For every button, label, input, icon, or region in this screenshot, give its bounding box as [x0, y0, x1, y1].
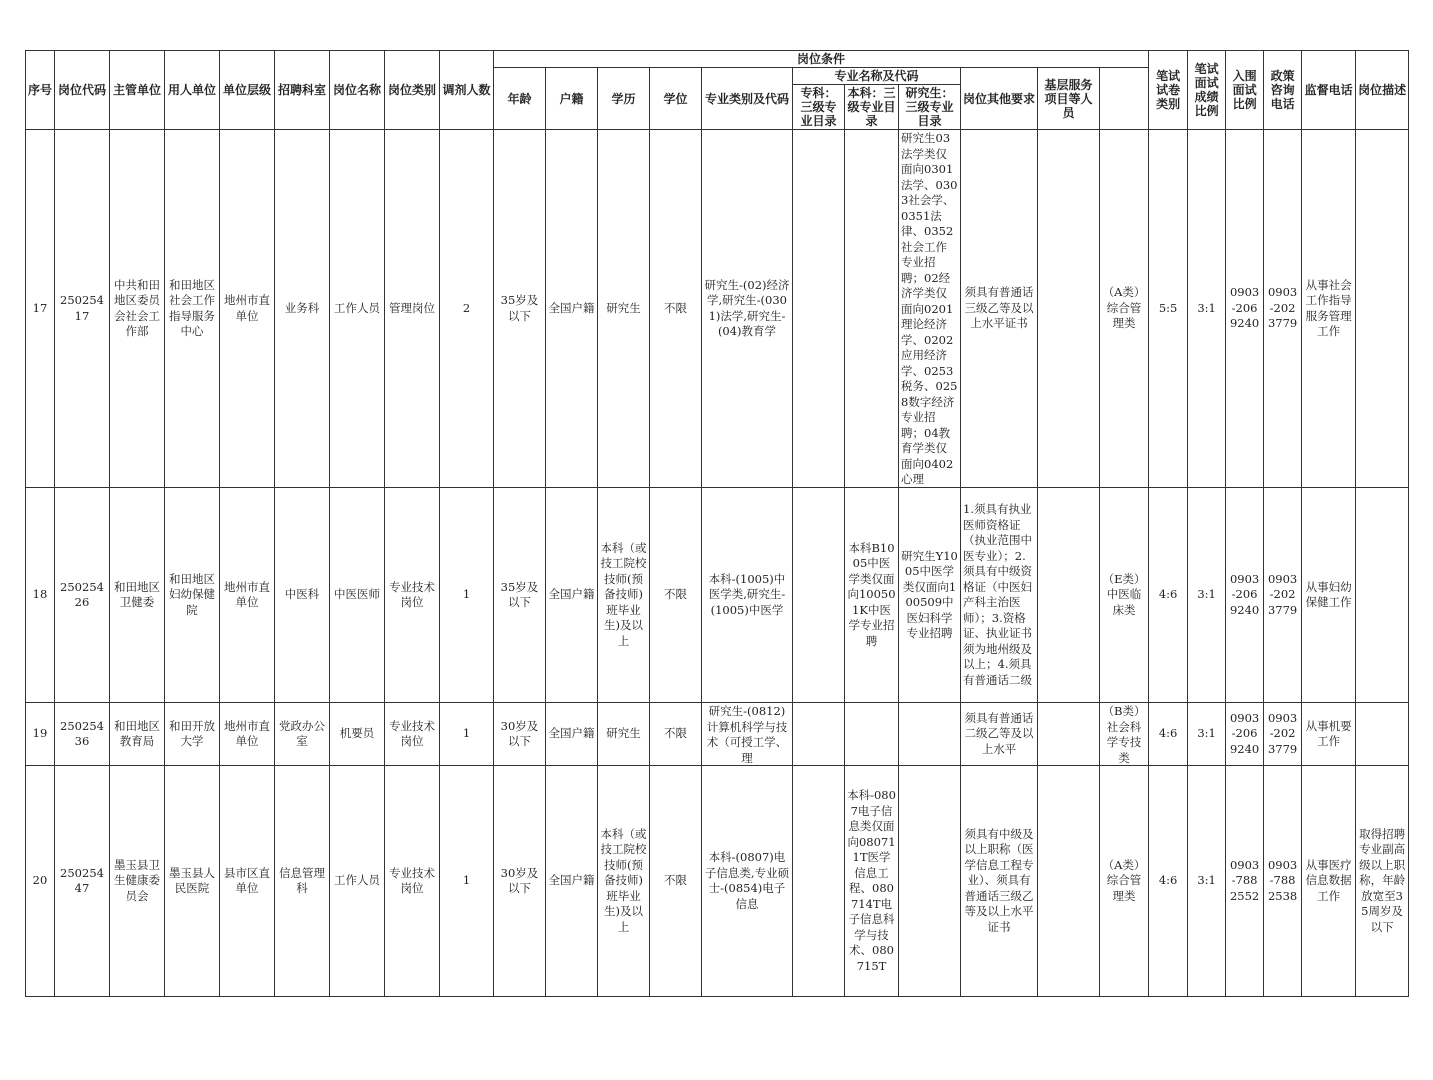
cell-post-type: 专业技术岗位 — [385, 766, 440, 997]
cell-major-zk — [793, 130, 845, 488]
cell-other-req: 须具有普通话二级乙等及以上水平 — [961, 703, 1038, 766]
cell-supervise-tel: 0903-2023779 — [1264, 130, 1302, 488]
cell-hukou: 全国户籍 — [546, 488, 598, 703]
cell-exam-type: （A类）综合管理类 — [1100, 130, 1149, 488]
col-major-zk: 专科：三级专业目录 — [793, 85, 845, 130]
cell-post-desc: 从事社会工作指导服务管理工作 — [1302, 130, 1356, 488]
col-ratio-interview: 入围面试比例 — [1226, 51, 1264, 130]
col-post-name: 岗位名称 — [330, 51, 385, 130]
cell-other-req-wrap — [961, 488, 1038, 703]
cell-employer: 和田地区妇幼保健院 — [165, 488, 220, 703]
cell-grassroots — [1038, 766, 1100, 997]
cell-ratio-interview: 3:1 — [1188, 766, 1226, 997]
cell-remark: 取得招聘专业副高级以上职称，年龄放宽至35周岁及以下 — [1356, 766, 1409, 997]
cell-ratio-interview: 3:1 — [1188, 488, 1226, 703]
cell-ratio-interview: 3:1 — [1188, 130, 1226, 488]
cell-hukou: 全国户籍 — [546, 130, 598, 488]
cell-age: 30岁及以下 — [494, 766, 546, 997]
cell-supervise-tel: 0903-2023779 — [1264, 703, 1302, 766]
cell-supervise-tel: 0903-2023779 — [1264, 488, 1302, 703]
table-row — [26, 488, 1409, 703]
cell-dept: 和田地区卫健委 — [110, 488, 165, 703]
col-post-type: 岗位类别 — [385, 51, 440, 130]
cell-major-yjs-wrap — [899, 130, 961, 488]
col-level: 单位层级 — [220, 51, 275, 130]
cell-hukou: 全国户籍 — [546, 703, 598, 766]
cell-post-name: 工作人员 — [330, 766, 385, 997]
cell-employer: 墨玉县人民医院 — [165, 766, 220, 997]
col-policy-tel: 政策咨询电话 — [1264, 51, 1302, 130]
cell-edu: 本科（或技工院校技师(预备技师)班毕业生)及以上 — [598, 766, 650, 997]
cell-degree: 不限 — [650, 130, 702, 488]
cell-code: 25025426 — [55, 488, 110, 703]
cell-grassroots — [1038, 703, 1100, 766]
cell-ratio-interview: 3:1 — [1188, 703, 1226, 766]
cell-ratio-score: 4:6 — [1149, 488, 1188, 703]
col-employer: 用人单位 — [165, 51, 220, 130]
cell-post-desc: 从事机要工作 — [1302, 703, 1356, 766]
cell-edu: 本科（或技工院校技师(预备技师)班毕业生)及以上 — [598, 488, 650, 703]
cell-major-cat: 本科-(0807)电子信息类,专业硕士-(0854)电子信息 — [702, 766, 793, 997]
cell-major-bk: 本科B1005中医学类仅面向100501K中医学专业招聘 — [845, 488, 899, 703]
table-row — [26, 703, 1409, 766]
cell-count: 1 — [440, 703, 494, 766]
cell-seq: 20 — [26, 766, 55, 997]
cell-policy-tel: 0903-7882552 — [1226, 766, 1264, 997]
col-dept: 主管单位 — [110, 51, 165, 130]
cell-remark — [1356, 703, 1409, 766]
col-major-names: 专业名称及代码 — [793, 68, 961, 85]
cell-ratio-score: 4:6 — [1149, 766, 1188, 997]
col-count: 调剂人数 — [440, 51, 494, 130]
cell-supervise-tel: 0903-7882538 — [1264, 766, 1302, 997]
cell-count: 1 — [440, 766, 494, 997]
cell-dept: 和田地区教育局 — [110, 703, 165, 766]
cell-post-desc: 从事医疗信息数据工作 — [1302, 766, 1356, 997]
cell-degree: 不限 — [650, 488, 702, 703]
cell-policy-tel: 0903-2069240 — [1226, 703, 1264, 766]
cell-other-req: 须具有普通话三级乙等及以上水平证书 — [961, 130, 1038, 488]
table-header — [26, 51, 1409, 130]
col-age: 年龄 — [494, 68, 546, 130]
cell-office: 党政办公室 — [275, 703, 330, 766]
col-major-bk: 本科：三级专业目录 — [845, 85, 899, 130]
cell-ratio-score: 4:6 — [1149, 703, 1188, 766]
cell-level: 地州市直单位 — [220, 130, 275, 488]
cell-major-zk — [793, 766, 845, 997]
cell-major-zk — [793, 703, 845, 766]
cell-age: 35岁及以下 — [494, 130, 546, 488]
cell-edu: 研究生 — [598, 130, 650, 488]
col-ratio-score: 笔试面试成绩比例 — [1188, 51, 1226, 130]
cell-code: 25025417 — [55, 130, 110, 488]
cell-level: 地州市直单位 — [220, 703, 275, 766]
cell-seq: 18 — [26, 488, 55, 703]
cell-employer: 和田开放大学 — [165, 703, 220, 766]
cell-major-bk-wrap — [845, 766, 899, 997]
cell-hukou: 全国户籍 — [546, 766, 598, 997]
cell-post-name: 机要员 — [330, 703, 385, 766]
cell-exam-type: （E类）中医临床类 — [1100, 488, 1149, 703]
cell-seq: 17 — [26, 130, 55, 488]
cell-post-type: 专业技术岗位 — [385, 703, 440, 766]
cell-other-req: 1.须具有执业医师资格证（执业范围中医专业）；2.须具有中级资格证（中医妇产科主治医师）；3.资格证、执业证书须为地州级及以上；4.须具有普通话二级 — [963, 502, 1032, 687]
col-office: 招聘科室 — [275, 51, 330, 130]
cell-major-zk — [793, 488, 845, 703]
cell-age: 35岁及以下 — [494, 488, 546, 703]
cell-grassroots — [1038, 488, 1100, 703]
col-other-req: 岗位其他要求 — [961, 68, 1038, 130]
cell-count: 1 — [440, 488, 494, 703]
cell-post-name: 工作人员 — [330, 130, 385, 488]
col-grassroots: 基层服务项目等人员 — [1038, 68, 1100, 130]
cell-remark — [1356, 488, 1409, 703]
cell-ratio-score: 5:5 — [1149, 130, 1188, 488]
col-exam-type: 笔试试卷类别 — [1149, 51, 1188, 130]
cell-code: 25025447 — [55, 766, 110, 997]
cell-policy-tel: 0903-2069240 — [1226, 488, 1264, 703]
cell-exam-type: （A类）综合管理类 — [1100, 766, 1149, 997]
cell-dept: 中共和田地区委员会社会工作部 — [110, 130, 165, 488]
recruitment-table — [25, 50, 1409, 997]
cell-major-cat: 本科-(1005)中医学类,研究生-(1005)中医学 — [702, 488, 793, 703]
cell-count: 2 — [440, 130, 494, 488]
cell-major-yjs: 研究生03法学类仅面向0301法学、0303社会学、0351法律、0352社会工作专业招聘；02经济学类仅面向0201理论经济学、0202应用经济学、0253税务、0258数字经济专业招聘；04教育学类仅面向0402心理 — [901, 131, 958, 486]
cell-exam-type: （B类）社会科学专技类 — [1102, 704, 1146, 764]
cell-office: 业务科 — [275, 130, 330, 488]
col-post-desc: 岗位描述 — [1356, 51, 1409, 130]
cell-employer: 和田地区社会工作指导服务中心 — [165, 130, 220, 488]
cell-office: 中医科 — [275, 488, 330, 703]
cell-level: 县市区直单位 — [220, 766, 275, 997]
cell-exam-type-wrap — [1100, 703, 1149, 766]
cell-edu: 研究生 — [598, 703, 650, 766]
col-degree: 学位 — [650, 68, 702, 130]
cell-major-yjs — [899, 703, 961, 766]
cell-level: 地州市直单位 — [220, 488, 275, 703]
cell-major-yjs: 研究生Y1005中医学类仅面向100509中医妇科学专业招聘 — [899, 488, 961, 703]
cell-major-cat-wrap — [702, 703, 793, 766]
cell-major-cat: 研究生-(02)经济学,研究生-(0301)法学,研究生-(04)教育学 — [702, 130, 793, 488]
cell-seq: 19 — [26, 703, 55, 766]
cell-grassroots — [1038, 130, 1100, 488]
col-hukou: 户籍 — [546, 68, 598, 130]
cell-post-type: 管理岗位 — [385, 130, 440, 488]
col-seq: 序号 — [26, 51, 55, 130]
cell-remark — [1356, 130, 1409, 488]
cell-major-cat: 研究生-(0812)计算机科学与技术（可授工学、理 — [706, 704, 788, 764]
cell-office: 信息管理科 — [275, 766, 330, 997]
col-major-cat: 专业类别及代码 — [702, 68, 793, 130]
cell-degree: 不限 — [650, 703, 702, 766]
cell-policy-tel: 0903-2069240 — [1226, 130, 1264, 488]
cell-age: 30岁及以下 — [494, 703, 546, 766]
table-row — [26, 766, 1409, 997]
cell-post-name: 中医医师 — [330, 488, 385, 703]
cell-post-desc: 从事妇幼保健工作 — [1302, 488, 1356, 703]
cell-major-bk — [845, 130, 899, 488]
cell-major-bk — [845, 703, 899, 766]
col-major-yjs: 研究生：三级专业目录 — [899, 85, 961, 130]
cell-code: 25025436 — [55, 703, 110, 766]
table-row — [26, 130, 1409, 488]
cell-dept: 墨玉县卫生健康委员会 — [110, 766, 165, 997]
col-edu: 学历 — [598, 68, 650, 130]
cell-degree: 不限 — [650, 766, 702, 997]
cell-post-type: 专业技术岗位 — [385, 488, 440, 703]
cell-major-yjs — [899, 766, 961, 997]
col-supervise-tel: 监督电话 — [1302, 51, 1356, 130]
col-conditions: 岗位条件 — [494, 51, 1149, 68]
cell-major-bk: 本科-0807电子信息类仅面向080711T医学信息工程、080714T电子信息科学与技术、080715T — [847, 788, 896, 973]
cell-other-req: 须具有中级及以上职称（医学信息工程专业）、须具有普通话三级乙等及以上水平证书 — [961, 766, 1038, 997]
col-code: 岗位代码 — [55, 51, 110, 130]
